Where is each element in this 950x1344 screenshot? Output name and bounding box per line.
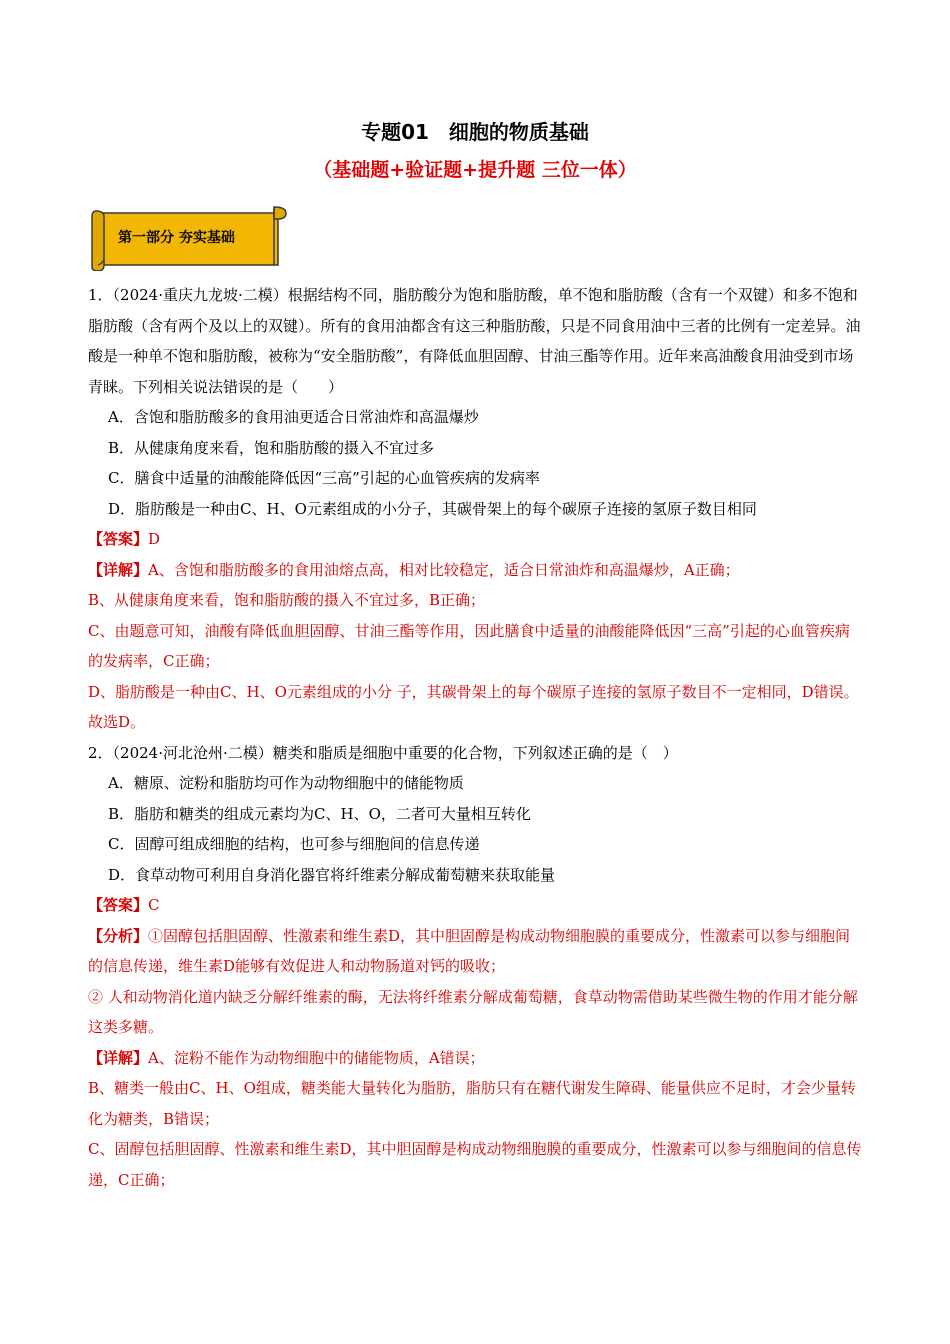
banner-label: 第一部分 夯实基础: [118, 230, 235, 246]
section-banner: [90, 205, 290, 271]
q2-option-a: A．糖原、淀粉和脂肪均可作为动物细胞中的储能物质: [108, 774, 464, 792]
q1-option-b: B．从健康角度来看，饱和脂肪酸的摄入不宜过多: [108, 438, 435, 457]
q2-analysis-2: ② 人和动物消化道内缺乏分解纤维素的酶，无法将纤维素分解成葡萄糖，食草动物需借助某些微生物的作用才能分解这类多糖。: [88, 987, 858, 1036]
answer-tag: 【答案】: [88, 530, 149, 548]
answer-value: C: [148, 896, 160, 914]
page-title: 专题01 细胞的物质基础: [361, 120, 589, 144]
q1-detail-a: [88, 555, 863, 586]
q1-option-c: C．膳食中适量的油酸能降低因“三高”引起的心血管疾病的发病率: [108, 469, 540, 487]
q1-detail-b: B、从健康角度来看，饱和脂肪酸的摄入不宜过多，B正确；: [88, 591, 486, 609]
q2-option-b: B．脂肪和糖类的组成元素均为C、H、O，二者可大量相互转化: [108, 804, 531, 823]
q1-detail-d: D、脂肪酸是一种由C、H、O元素组成的小分 子，其碳骨架上的每个碳原子连接的氢原子数目不一定相同，D错误。: [88, 682, 859, 701]
q2-answer: [88, 890, 863, 921]
q1-option-d: D．脂肪酸是一种由C、H、O元素组成的小分子，其碳骨架上的每个碳原子连接的氢原子数目相同: [108, 499, 757, 518]
q2-analysis-1: [88, 921, 863, 982]
q2-stem: 2．（2024·河北沧州·二模）糖类和脂质是细胞中重要的化合物，下列叙述正确的是（ ）: [88, 743, 678, 762]
detail-line: A、含饱和脂肪酸多的食用油熔点高，相对比较稳定，适合日常油炸和高温爆炒，A正确；: [148, 560, 740, 579]
detail-tag: 【详解】: [88, 560, 149, 579]
q1-stem: 1．（2024·重庆九龙坡·二模）根据结构不同，脂肪酸分为饱和脂肪酸，单不饱和脂肪酸（含有一个双键）和多不饱和脂肪酸（含有两个及以上的双键）。所有的食用油都含有这三种脂肪酸，只是不同食用油中三者的比例有一定差异。油酸是一种单不饱和脂肪酸，被称为“安全脂肪酸”，有降低血胆固醇、甘油三酯等作用。近年来高油酸食用油受到市场青睐。下列相关说法错误的是（ ）: [88, 286, 861, 396]
q2-detail-b: B、糖类一般由C、H、O组成，糖类能大量转化为脂肪，脂肪只有在糖代谢发生障碍、能量供应不足时，才会少量转化为糖类，B错误；: [88, 1079, 856, 1128]
answer-tag: 【答案】: [88, 896, 149, 914]
answer-value: D: [148, 530, 161, 548]
q2-detail-a: [88, 1043, 863, 1074]
page-subtitle: （基础题+验证题+提升题 三位一体）: [313, 159, 637, 181]
q1-answer: [88, 524, 863, 555]
q1-conclusion: 故选D。: [88, 713, 146, 731]
q1-detail-c: C、由题意可知，油酸有降低血胆固醇、甘油三酯等作用，因此膳食中适量的油酸能降低因“三高”引起的心血管疾病的发病率，C正确；: [88, 621, 850, 670]
detail-line: A、淀粉不能作为动物细胞中的储能物质，A错误；: [148, 1048, 485, 1067]
q2-option-d: D．食草动物可利用自身消化器官将纤维素分解成葡萄糖来获取能量: [108, 865, 556, 884]
q1-option-a: A．含饱和脂肪酸多的食用油更适合日常油炸和高温爆炒: [108, 408, 479, 426]
detail-tag: 【详解】: [88, 1048, 149, 1067]
question-content: [88, 280, 863, 1195]
q2-option-c: C．固醇可组成细胞的结构，也可参与细胞间的信息传递: [108, 835, 480, 853]
q2-detail-c: C、固醇包括胆固醇、性激素和维生素D，其中胆固醇是构成动物细胞膜的重要成分，性激素可以参与细胞间的信息传递，C正确；: [88, 1140, 862, 1189]
analysis-line: ①固醇包括胆固醇、性激素和维生素D，其中胆固醇是构成动物细胞膜的重要成分，性激素可以参与细胞间的信息传递，维生素D能够有效促进人和动物肠道对钙的吸收；: [88, 926, 851, 975]
analysis-tag: 【分析】: [88, 926, 149, 945]
